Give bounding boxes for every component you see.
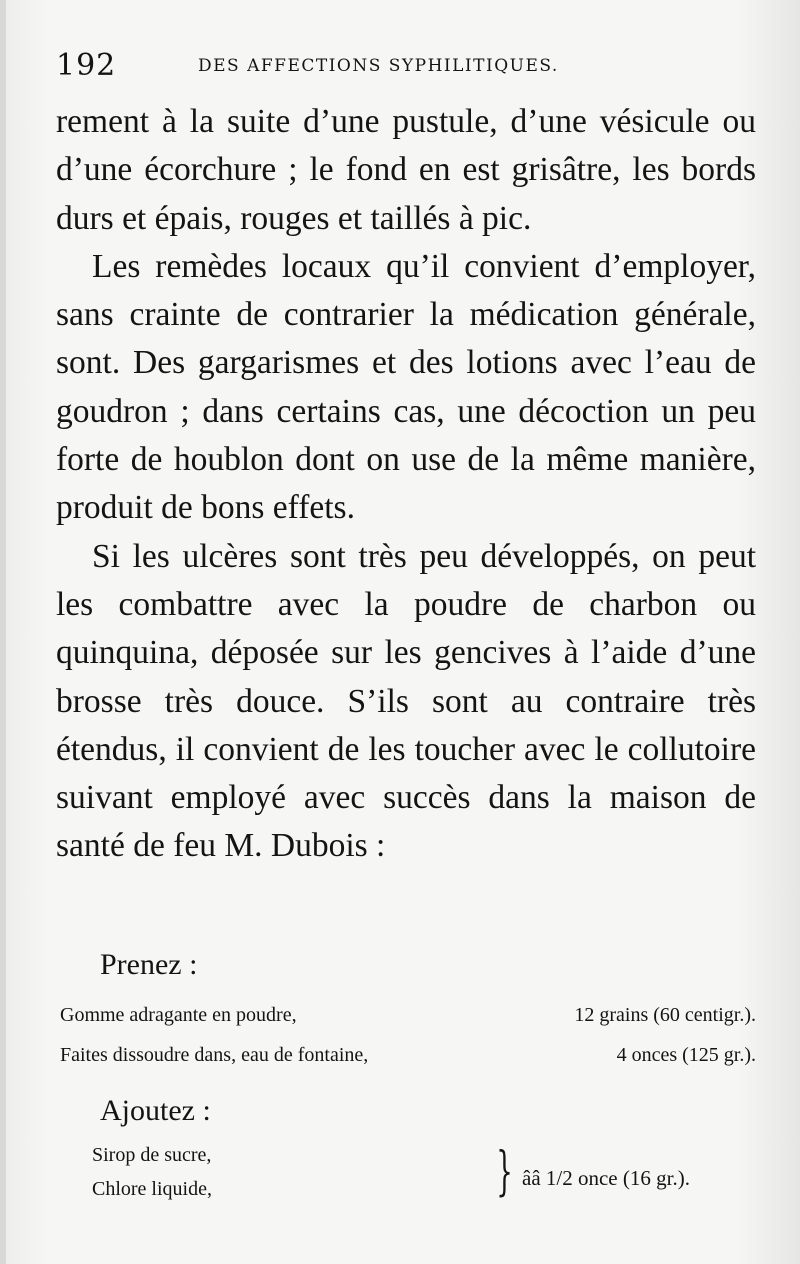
recipe-item	[60, 1004, 756, 1034]
ingredient-name: Gomme adragante en poudre,	[60, 1004, 297, 1026]
curly-brace-icon: }	[496, 1142, 513, 1202]
ajoutez-label: Ajoutez :	[100, 1094, 211, 1127]
page-spine-shadow	[0, 0, 6, 1264]
addition-item: Chlore liquide,	[92, 1178, 212, 1200]
ingredient-quantity: 4 onces (125 gr.).	[616, 1044, 756, 1066]
page-header	[56, 46, 756, 90]
paragraph-2: Les remèdes locaux qu’il convient d’employer, sans crainte de contrarier la médication générale, sont. Des gargarismes et des lotions avec l’eau de goudron ; dans certains cas, une décoction un peu forte de houblon dont on use de la même manière, produit de bons effets.	[56, 247, 756, 527]
prenez-label: Prenez :	[100, 948, 198, 981]
paragraph-3: Si les ulcères sont très peu développés, on peut les combattre avec la poudre de charbon ou quinquina, déposée sur les gencives à l’aide d’une brosse très douce. S’ils sont au contraire très étendus, il convient de les toucher avec le collutoire suivant employé avec succès dans la maison de santé de feu M. Dubois :	[56, 537, 756, 865]
paragraph-1: rement à la suite d’une pustule, d’une vésicule ou d’une écorchure ; le fond en est grisâtre, les bords durs et épais, rouges et taillés à pic.	[56, 103, 756, 237]
additions-quantity: ââ 1/2 once (16 gr.).	[522, 1166, 690, 1190]
recipe-item	[60, 1044, 756, 1074]
page-number: 192	[56, 48, 117, 83]
ingredient-quantity: 12 grains (60 centigr.).	[574, 1004, 756, 1026]
body-text	[56, 98, 756, 871]
addition-item: Sirop de sucre,	[92, 1144, 212, 1166]
running-title: DES AFFECTIONS SYPHILITIQUES.	[198, 56, 559, 76]
ingredient-name: Faites dissoudre dans, eau de fontaine,	[60, 1044, 369, 1066]
